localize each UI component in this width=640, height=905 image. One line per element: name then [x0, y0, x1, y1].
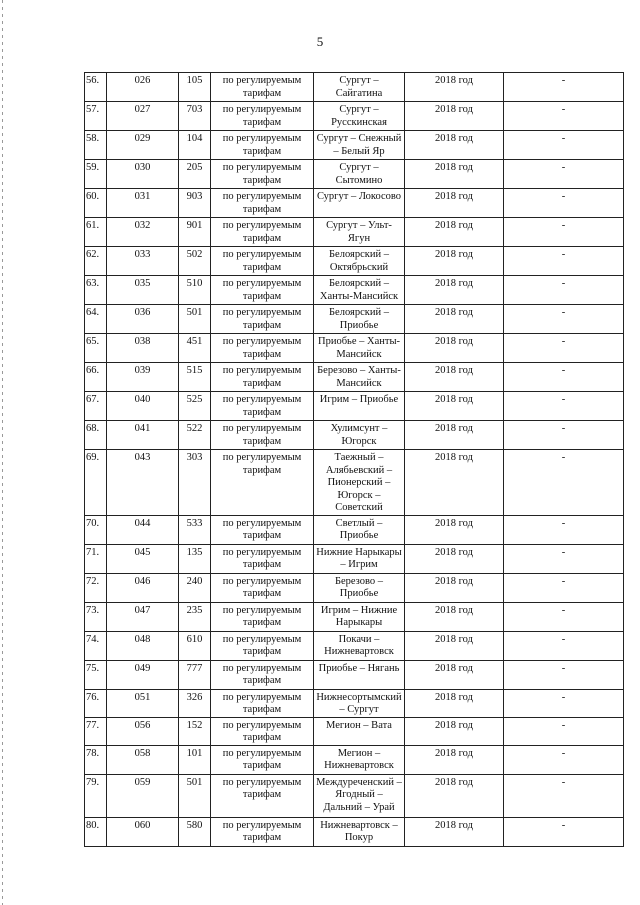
year-cell: 2018 год [405, 247, 504, 276]
tariff-type: по регулируемым тарифам [211, 602, 314, 631]
page-number: 5 [316, 34, 324, 49]
tariff-type: по регулируемым тарифам [211, 631, 314, 660]
dash-cell: - [504, 218, 624, 247]
dash-cell: - [504, 247, 624, 276]
table-row [85, 817, 624, 846]
table-row [85, 160, 624, 189]
registry-number: 240 [179, 573, 211, 602]
year-cell: 2018 год [405, 745, 504, 774]
registry-number: 501 [179, 305, 211, 334]
route-number: 047 [107, 602, 179, 631]
route-number: 056 [107, 717, 179, 745]
registry-number: 502 [179, 247, 211, 276]
row-number: 65. [85, 334, 107, 363]
table-row [85, 363, 624, 392]
row-number: 64. [85, 305, 107, 334]
year-cell: 2018 год [405, 544, 504, 573]
row-number: 69. [85, 450, 107, 516]
tariff-type: по регулируемым тарифам [211, 450, 314, 516]
year-cell: 2018 год [405, 817, 504, 846]
row-number: 62. [85, 247, 107, 276]
table-row [85, 450, 624, 516]
year-cell: 2018 год [405, 160, 504, 189]
route-number: 060 [107, 817, 179, 846]
year-cell: 2018 год [405, 602, 504, 631]
registry-number: 501 [179, 774, 211, 817]
dash-cell: - [504, 450, 624, 516]
table-row [85, 515, 624, 544]
table-row [85, 189, 624, 218]
route-name: Сургут – Ульт-Ягун [314, 218, 405, 247]
dash-cell: - [504, 276, 624, 305]
registry-number: 901 [179, 218, 211, 247]
registry-number: 703 [179, 102, 211, 131]
year-cell: 2018 год [405, 515, 504, 544]
registry-number: 303 [179, 450, 211, 516]
row-number: 76. [85, 689, 107, 717]
route-name: Мегион – Вата [314, 717, 405, 745]
row-number: 80. [85, 817, 107, 846]
dash-cell: - [504, 73, 624, 102]
route-number: 027 [107, 102, 179, 131]
route-name: Приобье – Ханты-Мансийск [314, 334, 405, 363]
tariff-type: по регулируемым тарифам [211, 247, 314, 276]
route-name: Приобье – Нягань [314, 660, 405, 689]
year-cell: 2018 год [405, 689, 504, 717]
row-number: 59. [85, 160, 107, 189]
table-row [85, 631, 624, 660]
year-cell: 2018 год [405, 73, 504, 102]
tariff-type: по регулируемым тарифам [211, 544, 314, 573]
route-name: Сургут – Сытомино [314, 160, 405, 189]
tariff-type: по регулируемым тарифам [211, 334, 314, 363]
year-cell: 2018 год [405, 717, 504, 745]
year-cell: 2018 год [405, 189, 504, 218]
table-row [85, 392, 624, 421]
route-name: Таежный – Алябьевский – Пионерский – Югорск – Советский [314, 450, 405, 516]
row-number: 68. [85, 421, 107, 450]
year-cell: 2018 год [405, 305, 504, 334]
route-number: 033 [107, 247, 179, 276]
route-number: 036 [107, 305, 179, 334]
row-number: 72. [85, 573, 107, 602]
year-cell: 2018 год [405, 573, 504, 602]
route-name: Игрим – Приобье [314, 392, 405, 421]
table-row [85, 247, 624, 276]
row-number: 60. [85, 189, 107, 218]
dash-cell: - [504, 602, 624, 631]
route-name: Сургут – Локосово [314, 189, 405, 218]
tariff-type: по регулируемым тарифам [211, 189, 314, 218]
route-number: 048 [107, 631, 179, 660]
tariff-type: по регулируемым тарифам [211, 573, 314, 602]
table-row [85, 305, 624, 334]
row-number: 78. [85, 745, 107, 774]
tariff-type: по регулируемым тарифам [211, 392, 314, 421]
year-cell: 2018 год [405, 218, 504, 247]
table-row [85, 73, 624, 102]
registry-number: 235 [179, 602, 211, 631]
tariff-type: по регулируемым тарифам [211, 689, 314, 717]
route-name: Игрим – Нижние Нарыкары [314, 602, 405, 631]
route-name: Белоярский – Ханты-Мансийск [314, 276, 405, 305]
route-name: Нижние Нарыкары – Игрим [314, 544, 405, 573]
route-name: Нижнесортымский – Сургут [314, 689, 405, 717]
route-name: Сургут – Сайгатина [314, 73, 405, 102]
routes-table [84, 72, 624, 847]
table-row [85, 689, 624, 717]
tariff-type: по регулируемым тарифам [211, 363, 314, 392]
tariff-type: по регулируемым тарифам [211, 160, 314, 189]
dash-cell: - [504, 631, 624, 660]
route-name: Белоярский – Октябрьский [314, 247, 405, 276]
dash-cell: - [504, 660, 624, 689]
dash-cell: - [504, 131, 624, 160]
route-number: 040 [107, 392, 179, 421]
route-number: 043 [107, 450, 179, 516]
route-number: 045 [107, 544, 179, 573]
dash-cell: - [504, 334, 624, 363]
dash-cell: - [504, 392, 624, 421]
registry-number: 135 [179, 544, 211, 573]
year-cell: 2018 год [405, 363, 504, 392]
dash-cell: - [504, 717, 624, 745]
route-number: 029 [107, 131, 179, 160]
route-name: Хулимсунт – Югорск [314, 421, 405, 450]
tariff-type: по регулируемым тарифам [211, 745, 314, 774]
route-number: 026 [107, 73, 179, 102]
tariff-type: по регулируемым тарифам [211, 131, 314, 160]
year-cell: 2018 год [405, 131, 504, 160]
route-number: 046 [107, 573, 179, 602]
dash-cell: - [504, 689, 624, 717]
row-number: 75. [85, 660, 107, 689]
route-number: 038 [107, 334, 179, 363]
table-row [85, 102, 624, 131]
dash-cell: - [504, 102, 624, 131]
registry-number: 451 [179, 334, 211, 363]
year-cell: 2018 год [405, 450, 504, 516]
tariff-type: по регулируемым тарифам [211, 660, 314, 689]
route-name: Нижневартовск – Покур [314, 817, 405, 846]
row-number: 70. [85, 515, 107, 544]
dash-cell: - [504, 745, 624, 774]
route-number: 059 [107, 774, 179, 817]
year-cell: 2018 год [405, 631, 504, 660]
registry-number: 326 [179, 689, 211, 717]
tariff-type: по регулируемым тарифам [211, 218, 314, 247]
page-edge-line [2, 0, 3, 905]
row-number: 79. [85, 774, 107, 817]
registry-number: 152 [179, 717, 211, 745]
route-number: 051 [107, 689, 179, 717]
row-number: 73. [85, 602, 107, 631]
table-row [85, 602, 624, 631]
table-row [85, 660, 624, 689]
tariff-type: по регулируемым тарифам [211, 817, 314, 846]
route-number: 049 [107, 660, 179, 689]
registry-number: 610 [179, 631, 211, 660]
route-number: 058 [107, 745, 179, 774]
row-number: 77. [85, 717, 107, 745]
registry-number: 104 [179, 131, 211, 160]
registry-number: 580 [179, 817, 211, 846]
route-number: 032 [107, 218, 179, 247]
row-number: 66. [85, 363, 107, 392]
registry-number: 205 [179, 160, 211, 189]
tariff-type: по регулируемым тарифам [211, 276, 314, 305]
table-row [85, 544, 624, 573]
tariff-type: по регулируемым тарифам [211, 717, 314, 745]
dash-cell: - [504, 189, 624, 218]
year-cell: 2018 год [405, 392, 504, 421]
route-number: 035 [107, 276, 179, 305]
route-name: Сургут – Снежный – Белый Яр [314, 131, 405, 160]
table-row [85, 717, 624, 745]
table-row [85, 276, 624, 305]
tariff-type: по регулируемым тарифам [211, 774, 314, 817]
route-number: 041 [107, 421, 179, 450]
row-number: 58. [85, 131, 107, 160]
registry-number: 510 [179, 276, 211, 305]
route-name: Белоярский – Приобье [314, 305, 405, 334]
registry-number: 525 [179, 392, 211, 421]
table-row [85, 218, 624, 247]
route-number: 030 [107, 160, 179, 189]
row-number: 71. [85, 544, 107, 573]
row-number: 67. [85, 392, 107, 421]
year-cell: 2018 год [405, 102, 504, 131]
route-name: Междуреченский – Ягодный – Дальний – Урай [314, 774, 405, 817]
table-row [85, 131, 624, 160]
registry-number: 522 [179, 421, 211, 450]
row-number: 61. [85, 218, 107, 247]
route-name: Березово – Приобье [314, 573, 405, 602]
tariff-type: по регулируемым тарифам [211, 102, 314, 131]
dash-cell: - [504, 363, 624, 392]
dash-cell: - [504, 160, 624, 189]
year-cell: 2018 год [405, 421, 504, 450]
tariff-type: по регулируемым тарифам [211, 421, 314, 450]
registry-number: 533 [179, 515, 211, 544]
dash-cell: - [504, 573, 624, 602]
registry-number: 101 [179, 745, 211, 774]
row-number: 63. [85, 276, 107, 305]
route-name: Мегион – Нижневартовск [314, 745, 405, 774]
registry-number: 515 [179, 363, 211, 392]
registry-number: 903 [179, 189, 211, 218]
row-number: 74. [85, 631, 107, 660]
registry-number: 105 [179, 73, 211, 102]
table-row [85, 573, 624, 602]
table-row [85, 421, 624, 450]
registry-number: 777 [179, 660, 211, 689]
route-name: Березово – Ханты-Мансийск [314, 363, 405, 392]
route-name: Светлый – Приобье [314, 515, 405, 544]
table-row [85, 745, 624, 774]
tariff-type: по регулируемым тарифам [211, 73, 314, 102]
row-number: 56. [85, 73, 107, 102]
dash-cell: - [504, 544, 624, 573]
row-number: 57. [85, 102, 107, 131]
tariff-type: по регулируемым тарифам [211, 515, 314, 544]
year-cell: 2018 год [405, 334, 504, 363]
table-row [85, 334, 624, 363]
year-cell: 2018 год [405, 276, 504, 305]
year-cell: 2018 год [405, 774, 504, 817]
dash-cell: - [504, 817, 624, 846]
tariff-type: по регулируемым тарифам [211, 305, 314, 334]
dash-cell: - [504, 515, 624, 544]
route-name: Покачи – Нижневартовск [314, 631, 405, 660]
dash-cell: - [504, 305, 624, 334]
dash-cell: - [504, 774, 624, 817]
route-number: 031 [107, 189, 179, 218]
table-row [85, 774, 624, 817]
route-name: Сургут – Русскинская [314, 102, 405, 131]
route-number: 039 [107, 363, 179, 392]
year-cell: 2018 год [405, 660, 504, 689]
route-number: 044 [107, 515, 179, 544]
dash-cell: - [504, 421, 624, 450]
